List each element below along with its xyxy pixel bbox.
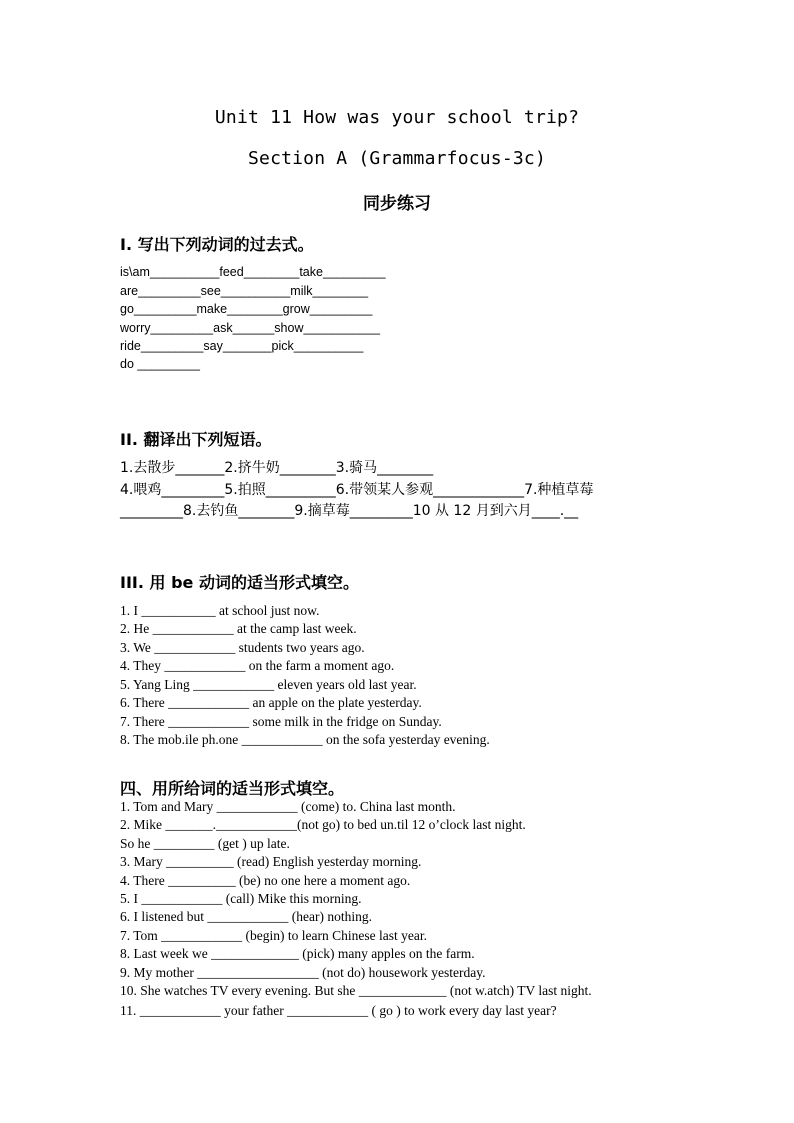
part4-line-10: 9. My mother __________________ (not do) housework yesterday.	[120, 965, 486, 980]
section-title: Section A (Grammarfocus-3c)	[248, 148, 546, 169]
part4-line-2: 2. Mike _______.____________(not go) to bed un.til 12 o’clock last night.	[120, 817, 526, 832]
part4-heading: 四、用所给词的适当形式填空。	[120, 779, 345, 798]
part1-heading: I. 写出下列动词的过去式。	[120, 235, 314, 254]
part4-line-8: 7. Tom ____________ (begin) to learn Chinese last year.	[120, 928, 427, 943]
part3-line-6: 6. There ____________ an apple on the plate yesterday.	[120, 695, 422, 710]
part1-line-1: is\am__________feed________take_________	[120, 265, 386, 279]
part3-heading: III. 用 be 动词的适当形式填空。	[120, 573, 359, 592]
part4-line-4: 3. Mary __________ (read) English yesterday morning.	[120, 854, 422, 869]
part1-line-5: ride_________say_______pick__________	[120, 339, 364, 353]
part4-line-5: 4. There __________ (be) no one here a moment ago.	[120, 873, 411, 888]
part3-line-4: 4. They ____________ on the farm a moment ago.	[120, 658, 395, 673]
part1-line-6: do _________	[120, 357, 200, 371]
part3-line-5: 5. Yang Ling ____________ eleven years old last year.	[120, 677, 417, 692]
part3-line-1: 1. I ___________ at school just now.	[120, 603, 320, 618]
part4-line-6: 5. I ____________ (call) Mike this morning.	[120, 891, 362, 906]
part4-line-9: 8. Last week we _____________ (pick) many apples on the farm.	[120, 946, 475, 961]
part1-line-2: are_________see__________milk________	[120, 284, 369, 298]
part4-line-3: So he _________ (get ) up late.	[120, 836, 290, 851]
part2-line-2: 4.喂鸡_________5.拍照__________6.带领某人参观_____________7.种植草莓	[120, 482, 594, 498]
part2-line-1: 1.去散步_______2.挤牛奶________3.骑马________	[120, 460, 434, 476]
part4-line-11: 10. She watches TV every evening. But she _____________ (not w.atch) TV last night.	[120, 983, 592, 998]
part4-line-7: 6. I listened but ____________ (hear) nothing.	[120, 909, 372, 924]
part3-line-3: 3. We ____________ students two years ago.	[120, 640, 365, 655]
part4-line-12: 11. ____________ your father ____________ ( go ) to work every day last year?	[120, 1003, 557, 1018]
part3-line-7: 7. There ____________ some milk in the fridge on Sunday.	[120, 714, 442, 729]
part3-line-8: 8. The mob.ile ph.one ____________ on the sofa yesterday evening.	[120, 732, 490, 747]
part3-line-2: 2. He ____________ at the camp last week.	[120, 621, 357, 636]
part2-line-3: _________8.去钓鱼________9.摘草莓_________10 从 12 月到六月____.__	[120, 503, 579, 519]
practice-title: 同步练习	[363, 194, 431, 214]
part2-heading: II. 翻译出下列短语。	[120, 430, 272, 449]
part4-line-1: 1. Tom and Mary ____________ (come) to. China last month.	[120, 799, 456, 814]
part1-line-3: go_________make________grow_________	[120, 302, 373, 316]
part1-line-4: worry_________ask______show___________	[120, 321, 380, 335]
unit-title: Unit 11 How was your school trip?	[214, 107, 580, 128]
